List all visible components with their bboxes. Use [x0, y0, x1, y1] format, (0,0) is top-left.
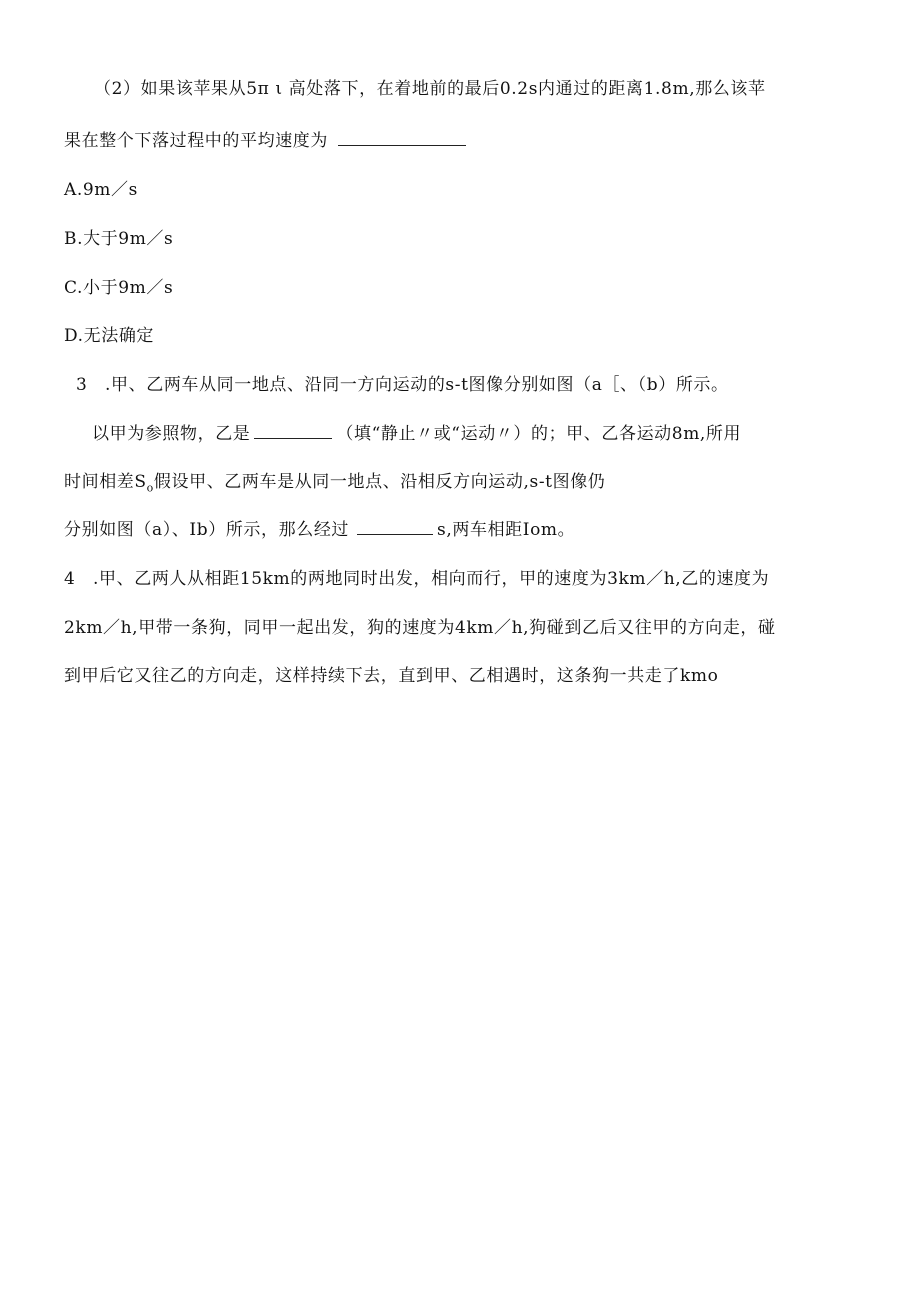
q3-line-3: [64, 471, 605, 499]
q3-line-4: [64, 519, 575, 541]
q3-line-3-subscript: o: [146, 481, 154, 495]
q4-line-2: 2km／h,甲带一条狗，同甲一起出发，狗的速度为4km／h,狗碰到乙后又往甲的方向走，碰: [64, 618, 776, 638]
q3-line-1: 3 .甲、乙两车从同一地点、沿同一方向运动的s-t图像分别如图（a［、（b）所示。: [76, 375, 729, 395]
q3-line-3-text-b: 假设甲、乙两车是从同一地点、沿相反方向运动,s-t图像仍: [153, 472, 606, 492]
q2-line-2: [64, 130, 470, 152]
answer-blank-q3-1: [254, 423, 332, 439]
q3-line-4-text-a: 分别如图（a）、Ib）所示，那么经过: [64, 520, 350, 540]
q3-line-2: [92, 423, 741, 445]
q2-option-c: C.小于9m／s: [64, 278, 174, 298]
q4-line-1: 4 .甲、乙两人从相距15km的两地同时出发，相向而行，甲的速度为3km／h,乙的速度为: [64, 569, 770, 589]
q2-line-2-text: 果在整个下落过程中的平均速度为: [64, 131, 328, 151]
answer-blank-q2: [338, 130, 466, 146]
q3-line-2-text-b: （填“静止〃或“运动〃）的；甲、乙各运动8m,所用: [336, 424, 742, 444]
q2-option-b: B.大于9m／s: [64, 229, 174, 249]
q2-line-1: （2）如果该苹果从5π ι 高处落下，在着地前的最后0.2s内通过的距离1.8m,那么该苹: [94, 79, 766, 99]
q2-option-a: A.9m／s: [64, 180, 138, 200]
q3-line-4-text-b: s,两车相距Iom。: [437, 520, 576, 540]
q3-line-2-text-a: 以甲为参照物，乙是: [92, 424, 251, 444]
q3-line-3-text-a: 时间相差S: [64, 472, 147, 492]
q4-line-3: 到甲后它又往乙的方向走，这样持续下去，直到甲、乙相遇时，这条狗一共走了kmo: [64, 666, 719, 686]
q2-option-d: D.无法确定: [64, 326, 155, 346]
answer-blank-q3-2: [357, 519, 433, 535]
